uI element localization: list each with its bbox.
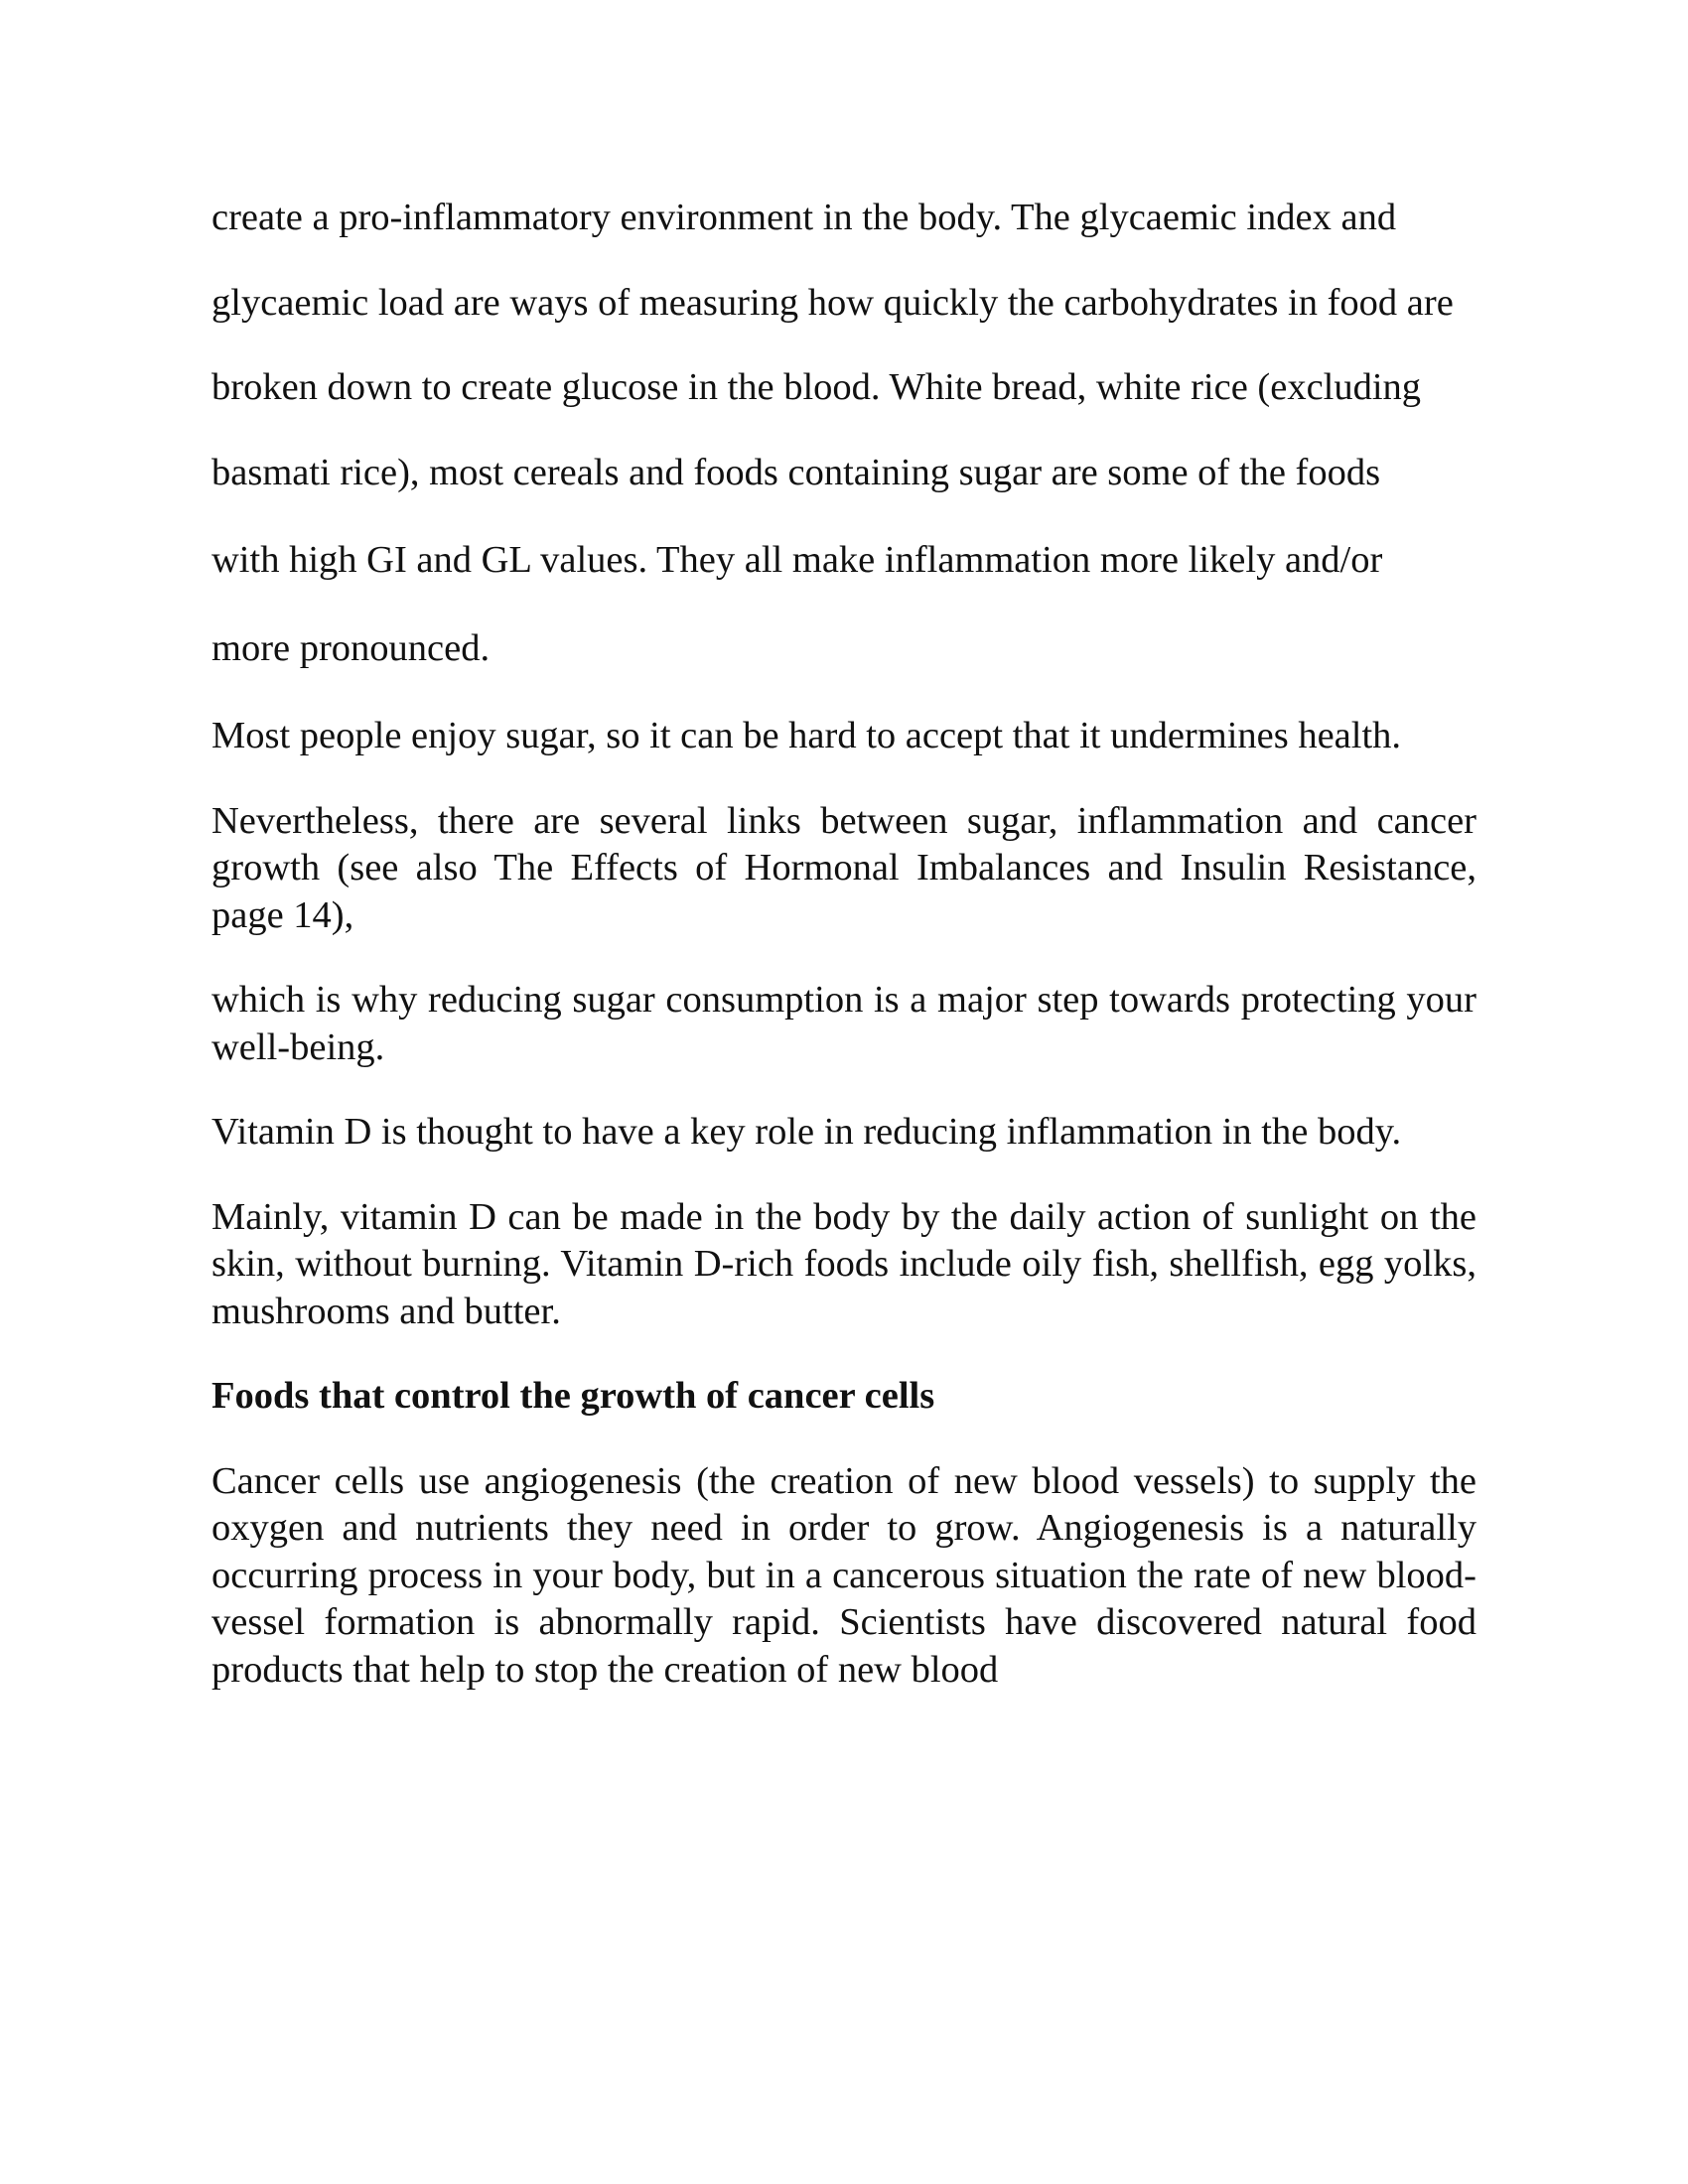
paragraph: create a pro-inflammatory environment in the body. The glycaemic index and: [211, 197, 1397, 238]
paragraph: Mainly, vitamin D can be made in the body by the daily action of sunlight on the skin, without burning. Vitamin D-rich foods include oily fish, shellfish, egg yolks, mushrooms and butter.: [211, 1195, 1477, 1332]
paragraph: which is why reducing sugar consumption is a major step towards protecting your well-being.: [211, 979, 1477, 1068]
paragraph: Vitamin D is thought to have a key role in reducing inflammation in the body.: [211, 1111, 1402, 1153]
paragraph: Cancer cells use angiogenesis (the creation of new blood vessels) to supply the oxygen and nutrients they need in order to grow. Angiogenesis is a naturally occurring process in your body, but in a cancerous situation the rate of new blood-vessel formation is abnormally rapid. Scientists have discovered natural food products that help to stop the creation of new blood: [211, 1459, 1477, 1691]
section-heading: Foods that control the growth of cancer cells: [211, 1375, 935, 1417]
paragraph: Most people enjoy sugar, so it can be hard to accept that it undermines health.: [211, 715, 1402, 756]
paragraph: Nevertheless, there are several links between sugar, inflammation and cancer growth (see also The Effects of Hormonal Imbalances and Insulin Resistance, page 14),: [211, 799, 1477, 936]
paragraph: basmati rice), most cereals and foods containing sugar are some of the foods: [211, 451, 1381, 493]
document-page: [211, 195, 1477, 1731]
paragraph: broken down to create glucose in the blood. White bread, white rice (excluding: [211, 366, 1422, 408]
paragraph: more pronounced.: [211, 626, 491, 669]
paragraph: glycaemic load are ways of measuring how quickly the carbohydrates in food are: [211, 281, 1454, 324]
paragraph: with high GI and GL values. They all make inflammation more likely and/or: [211, 539, 1383, 581]
